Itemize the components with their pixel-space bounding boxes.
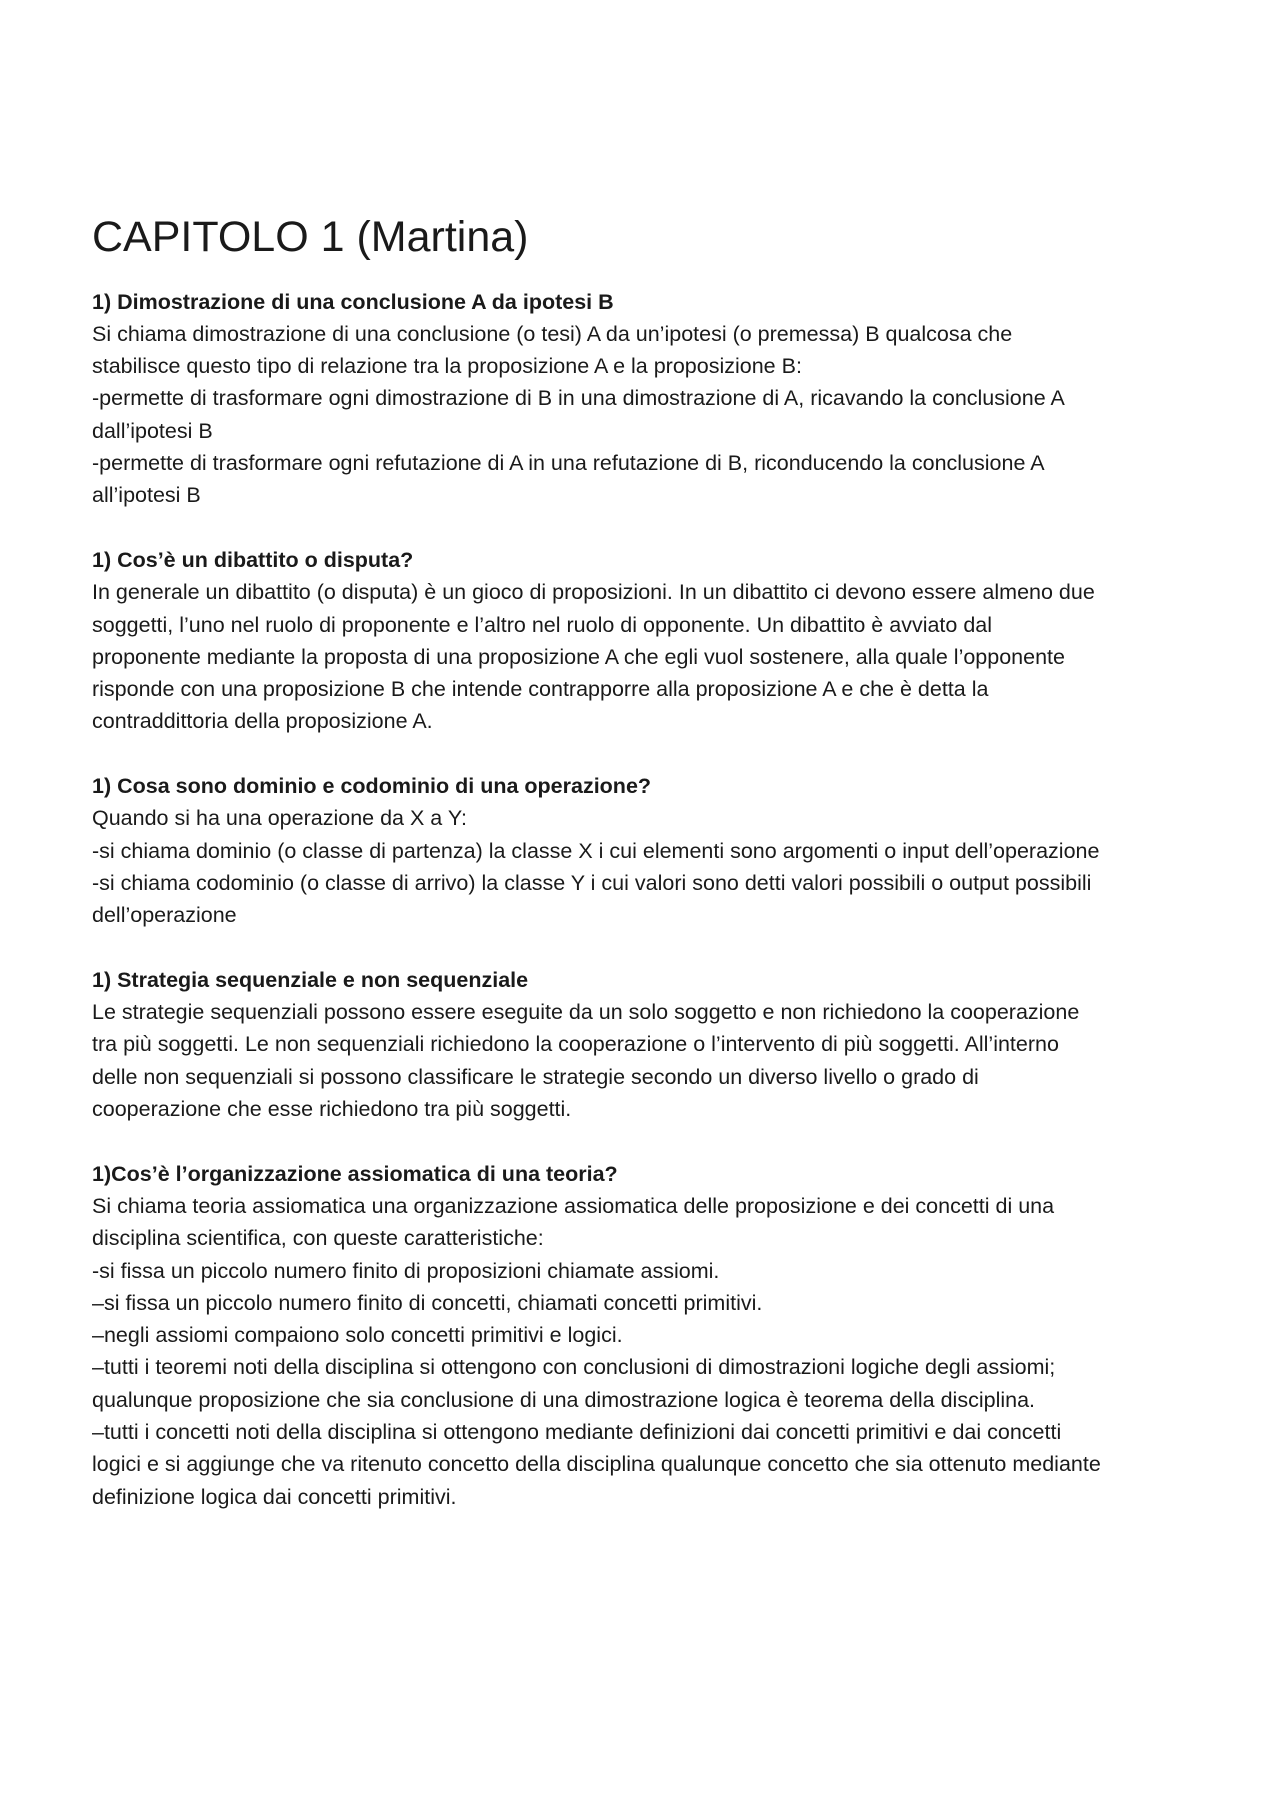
section-heading: 1) Cos’è un dibattito o disputa? bbox=[92, 547, 414, 572]
section-heading: 1) Strategia sequenziale e non sequenziale bbox=[92, 967, 529, 992]
body-line: cooperazione che esse richiedono tra più soggetti. bbox=[92, 1097, 572, 1122]
body-line: Quando si ha una operazione da X a Y: bbox=[92, 806, 467, 831]
body-line: Le strategie sequenziali possono essere eseguite da un solo soggetto e non richiedono la cooperazione bbox=[92, 1000, 1080, 1025]
body-line: proponente mediante la proposta di una proposizione A che egli vuol sostenere, alla quale l’opponente bbox=[92, 644, 1065, 669]
body-line: -si chiama dominio (o classe di partenza) la classe X i cui elementi sono argomenti o input dell’operazione bbox=[92, 838, 1100, 863]
body-line: Si chiama teoria assiomatica una organizzazione assiomatica delle proposizione e dei concetti di una bbox=[92, 1193, 1055, 1218]
body-line: -si chiama codominio (o classe di arrivo) la classe Y i cui valori sono detti valori possibili o output possibili bbox=[92, 870, 1092, 895]
body-line: logici e si aggiunge che va ritenuto concetto della disciplina qualunque concetto che sia ottenuto mediante bbox=[92, 1452, 1101, 1477]
body-line: tra più soggetti. Le non sequenziali richiedono la cooperazione o l’intervento di più soggetti. All’interno bbox=[92, 1032, 1059, 1057]
section-dominio-codominio bbox=[92, 770, 1212, 931]
section-body bbox=[92, 576, 1212, 737]
section-body bbox=[92, 318, 1212, 512]
body-line: soggetti, l’uno nel ruolo di proponente e l’altro nel ruolo di opponente. Un dibattito è avviato dal bbox=[92, 612, 993, 637]
section-heading: 1) Cosa sono dominio e codominio di una operazione? bbox=[92, 774, 652, 799]
section-body bbox=[92, 1190, 1212, 1513]
body-line: dell’operazione bbox=[92, 903, 237, 928]
section-heading: 1)Cos’è l’organizzazione assiomatica di una teoria? bbox=[92, 1161, 618, 1186]
body-line: –si fissa un piccolo numero finito di concetti, chiamati concetti primitivi. bbox=[92, 1290, 763, 1315]
body-line: -permette di trasformare ogni refutazione di A in una refutazione di B, riconducendo la conclusione A bbox=[92, 451, 1045, 476]
section-body bbox=[92, 996, 1212, 1125]
section-dimostrazione bbox=[92, 286, 1212, 512]
section-body bbox=[92, 802, 1212, 931]
body-line: all’ipotesi B bbox=[92, 483, 201, 508]
body-line: -si fissa un piccolo numero finito di proposizioni chiamate assiomi. bbox=[92, 1258, 720, 1283]
section-strategia bbox=[92, 964, 1212, 1125]
body-line: Si chiama dimostrazione di una conclusione (o tesi) A da un’ipotesi (o premessa) B qualcosa che bbox=[92, 321, 1013, 346]
body-line: –tutti i teoremi noti della disciplina si ottengono con conclusioni di dimostrazioni logiche degli assiomi; bbox=[92, 1355, 1056, 1380]
section-organizzazione-assiomatica bbox=[92, 1158, 1212, 1513]
document-page bbox=[92, 213, 1212, 1513]
body-line: disciplina scientifica, con queste caratteristiche: bbox=[92, 1226, 544, 1251]
section-dibattito bbox=[92, 544, 1212, 738]
chapter-title: CAPITOLO 1 (Martina) bbox=[92, 213, 529, 261]
body-line: definizione logica dai concetti primitivi. bbox=[92, 1484, 457, 1509]
body-line: –tutti i concetti noti della disciplina si ottengono mediante definizioni dai concetti primitivi e dai concetti bbox=[92, 1419, 1062, 1444]
body-line: delle non sequenziali si possono classificare le strategie secondo un diverso livello o grado di bbox=[92, 1064, 979, 1089]
body-line: stabilisce questo tipo di relazione tra la proposizione A e la proposizione B: bbox=[92, 354, 802, 379]
body-line: In generale un dibattito (o disputa) è un gioco di proposizioni. In un dibattito ci devono essere almeno due bbox=[92, 580, 1095, 605]
body-line: dall’ipotesi B bbox=[92, 418, 213, 443]
body-line: -permette di trasformare ogni dimostrazione di B in una dimostrazione di A, ricavando la conclusione A bbox=[92, 386, 1065, 411]
section-heading: 1) Dimostrazione di una conclusione A da ipotesi B bbox=[92, 289, 614, 314]
body-line: –negli assiomi compaiono solo concetti primitivi e logici. bbox=[92, 1323, 623, 1348]
body-line: qualunque proposizione che sia conclusione di una dimostrazione logica è teorema della disciplina. bbox=[92, 1387, 1036, 1412]
body-line: contraddittoria della proposizione A. bbox=[92, 709, 433, 734]
body-line: risponde con una proposizione B che intende contrapporre alla proposizione A e che è detta la bbox=[92, 677, 989, 702]
